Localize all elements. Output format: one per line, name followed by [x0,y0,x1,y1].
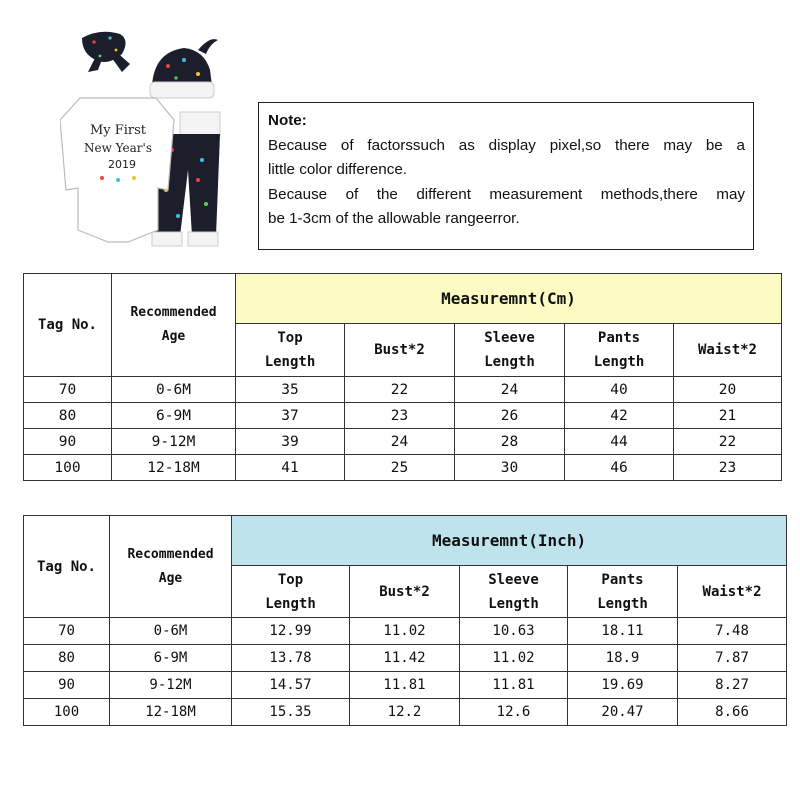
column-header-text: Bust*2 [374,342,425,358]
col-header-top-length [236,324,345,377]
table-cell: 70 [24,618,110,645]
column-header-text: Length [597,595,648,612]
table-cell: 11.81 [350,672,460,699]
table-cell: 9-12M [112,429,236,455]
column-header-text: Bust*2 [379,583,430,600]
table-cell: 18.11 [568,618,678,645]
table-cell: 8.66 [678,699,787,726]
table-cell: 23 [674,455,782,481]
note-line-2: little color difference. [268,161,408,178]
col-header-bust [350,566,460,618]
hat-illustration [150,39,218,98]
table-cell: 14.57 [232,672,350,699]
table-cell: 6-9M [112,403,236,429]
col-header-top-length [232,566,350,618]
table-cell: 0-6M [110,618,232,645]
table-cell: 0-6M [112,377,236,403]
size-chart-inch [23,515,787,726]
bodysuit-print-line2: New Year's [83,141,153,155]
table-cell: 11.02 [460,645,568,672]
table-cell: 21 [674,403,782,429]
column-header-text: Sleeve [484,330,535,346]
tag-no-header: Tag No. [24,274,112,377]
column-header-text: Length [264,354,316,370]
column-header-text: Length [593,354,645,370]
tag-no-header: Tag No. [24,516,110,618]
column-header-text: Length [484,354,535,370]
table-cell: 13.78 [232,645,350,672]
table-cell: 12-18M [112,455,236,481]
bodysuit-print-line3: 2019 [108,158,136,171]
table-cell: 7.48 [678,618,787,645]
age-header-line2: Age [158,570,183,586]
table-cell: 25 [345,455,455,481]
measurement-cm-title: Measuremnt(Cm) [236,274,782,324]
table-cell: 6-9M [110,645,232,672]
table-cell: 70 [24,377,112,403]
table-cell: 23 [345,403,455,429]
size-chart-cm [23,273,782,481]
col-header-sleeve-length [455,324,565,377]
table-cell: 11.42 [350,645,460,672]
table-cell: 90 [24,672,110,699]
recommended-age-header [110,516,232,618]
table-row [24,618,787,645]
table-row [24,377,782,403]
table-cell: 12-18M [110,699,232,726]
table-cell: 8.27 [678,672,787,699]
table-cell: 11.02 [350,618,460,645]
bodysuit-print-line1: My First [89,123,147,138]
column-header-text: Waist*2 [702,583,762,600]
table-cell: 37 [236,403,345,429]
table-cell: 35 [236,377,345,403]
note-title: Note: [268,112,307,129]
measurement-inch-title: Measuremnt(Inch) [232,516,787,566]
table-cell: 44 [565,429,674,455]
age-header-line2: Age [161,329,186,344]
table-cell: 80 [24,645,110,672]
product-photo [60,20,230,260]
column-header-text: Top [277,330,303,346]
col-header-waist [674,324,782,377]
table-cell: 11.81 [460,672,568,699]
note-line-3: Because of the different measurement methods,there may [268,185,745,203]
table-cell: 28 [455,429,565,455]
table-row [24,455,782,481]
table-row [24,429,782,455]
table-cell: 46 [565,455,674,481]
table-cell: 41 [236,455,345,481]
table-cell: 20.47 [568,699,678,726]
table-cell: 19.69 [568,672,678,699]
table-cell: 9-12M [110,672,232,699]
table-cell: 15.35 [232,699,350,726]
table-cell: 20 [674,377,782,403]
table-cell: 100 [24,699,110,726]
note-line-1: Because of factorssuch as display pixel,so there may be a [268,136,745,154]
headband-illustration [82,32,130,72]
table-cell: 10.63 [460,618,568,645]
col-header-waist [678,566,787,618]
table-cell: 42 [565,403,674,429]
table-row [24,403,782,429]
col-header-bust [345,324,455,377]
table-row [24,645,787,672]
table-cell: 24 [455,377,565,403]
table-row [24,699,787,726]
column-header-text: Length [488,595,539,612]
col-header-sleeve-length [460,566,568,618]
table-cell: 39 [236,429,345,455]
age-header-line1: Recommended [127,546,214,562]
table-cell: 90 [24,429,112,455]
col-header-pants-length [565,324,674,377]
table-cell: 18.9 [568,645,678,672]
column-header-text: Top [277,571,304,588]
table-cell: 100 [24,455,112,481]
column-header-text: Length [265,595,316,612]
table-cell: 7.87 [678,645,787,672]
table-row [24,672,787,699]
bodysuit-illustration [60,98,174,242]
column-header-text: Sleeve [488,571,539,588]
table-cell: 24 [345,429,455,455]
table-cell: 12.99 [232,618,350,645]
recommended-age-header [112,274,236,377]
table-cell: 40 [565,377,674,403]
column-header-text: Pants [597,330,641,346]
table-cell: 22 [345,377,455,403]
age-header-line1: Recommended [130,305,217,320]
note-line-4: be 1-3cm of the allowable rangeerror. [268,210,520,227]
table-cell: 30 [455,455,565,481]
note-box [258,102,754,250]
column-header-text: Waist*2 [697,342,757,358]
table-cell: 22 [674,429,782,455]
table-cell: 12.6 [460,699,568,726]
table-cell: 26 [455,403,565,429]
col-header-pants-length [568,566,678,618]
column-header-text: Pants [601,571,644,588]
table-cell: 80 [24,403,112,429]
table-cell: 12.2 [350,699,460,726]
